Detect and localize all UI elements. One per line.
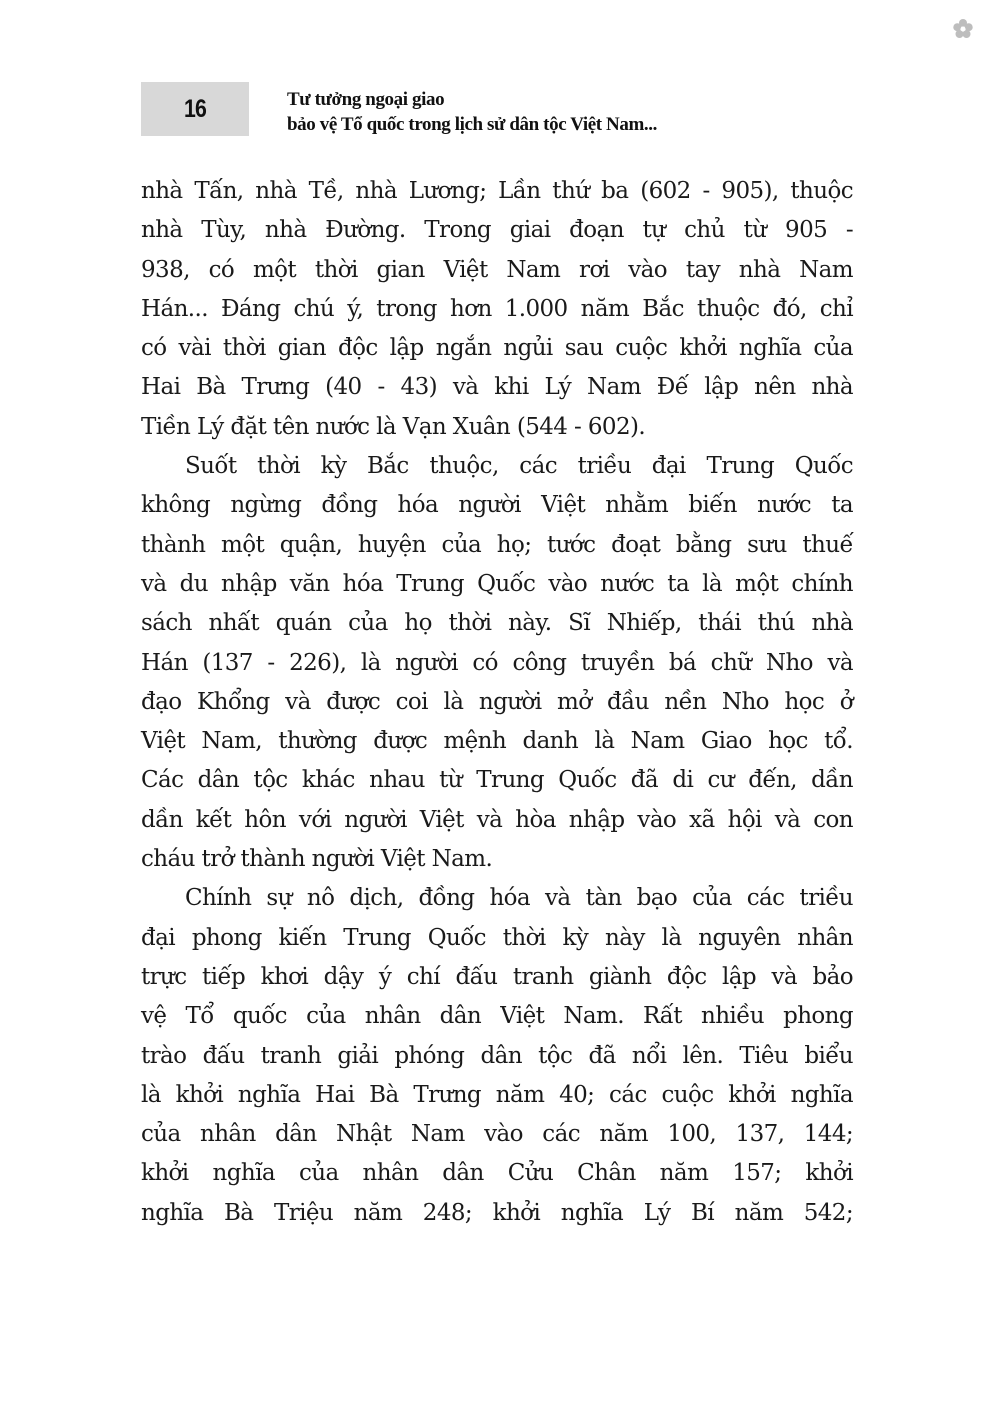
running-title <box>287 87 657 137</box>
flower-icon <box>952 18 974 40</box>
paragraph <box>141 879 853 1233</box>
text-line: vệ Tổ quốc của nhân dân Việt Nam. Rất nhiều phong <box>141 1003 853 1030</box>
text-line: nhà Tùy, nhà Đường. Trong giai đoạn tự chủ từ 905 - <box>141 217 853 244</box>
running-header <box>141 82 861 138</box>
text-line: Tiền Lý đặt tên nước là Vạn Xuân (544 - 602). <box>141 413 646 440</box>
text-line: 938, có một thời gian Việt Nam rơi vào tay nhà Nam <box>141 256 853 283</box>
text-line: nhà Tấn, nhà Tề, nhà Lương; Lần thứ ba (602 - 905), thuộc <box>141 178 853 204</box>
running-title-line-2: bảo vệ Tổ quốc trong lịch sử dân tộc Việt Nam... <box>287 114 657 135</box>
body-text <box>141 172 853 1233</box>
page-number-box <box>141 82 249 136</box>
text-line: có vài thời gian độc lập ngắn ngủi sau cuộc khởi nghĩa của <box>141 335 853 362</box>
text-line: Hai Bà Trưng (40 - 43) và khi Lý Nam Đế lập nên nhà <box>141 374 853 401</box>
text-line: và du nhập văn hóa Trung Quốc vào nước ta là một chính <box>141 570 853 597</box>
text-line: khởi nghĩa của nhân dân Cửu Chân năm 157; khởi <box>141 1160 853 1187</box>
text-line: của nhân dân Nhật Nam vào các năm 100, 137, 144; <box>141 1121 853 1148</box>
text-line: trào đấu tranh giải phóng dân tộc đã nổi lên. Tiêu biểu <box>141 1042 853 1069</box>
page-number: 16 <box>184 95 206 123</box>
text-line: cháu trở thành người Việt Nam. <box>141 846 493 873</box>
paragraph <box>141 447 853 879</box>
text-line: Hán (137 - 226), là người có công truyền bá chữ Nho và <box>141 649 853 676</box>
text-line: Việt Nam, thường được mệnh danh là Nam Giao học tổ. <box>141 728 853 755</box>
text-line: Suốt thời kỳ Bắc thuộc, các triều đại Trung Quốc <box>185 453 853 480</box>
text-line: đại phong kiến Trung Quốc thời kỳ này là nguyên nhân <box>141 924 853 951</box>
text-line: là khởi nghĩa Hai Bà Trưng năm 40; các cuộc khởi nghĩa <box>141 1081 853 1108</box>
text-line: Chính sự nô dịch, đồng hóa và tàn bạo của các triều <box>185 885 853 912</box>
text-line: sách nhất quán của họ thời này. Sĩ Nhiếp, thái thú nhà <box>141 610 853 637</box>
text-line: trực tiếp khơi dậy ý chí đấu tranh giành độc lập và bảo <box>141 963 853 990</box>
text-line: Các dân tộc khác nhau từ Trung Quốc đã di cư đến, dần <box>141 767 853 794</box>
text-line: dần kết hôn với người Việt và hòa nhập vào xã hội và con <box>141 806 853 833</box>
text-line: đạo Khổng và được coi là người mở đầu nền Nho học ở <box>141 688 853 715</box>
text-line: không ngừng đồng hóa người Việt nhằm biến nước ta <box>141 492 853 519</box>
text-line: Hán... Đáng chú ý, trong hơn 1.000 năm Bắc thuộc đó, chỉ <box>141 295 853 322</box>
running-title-line-1: Tư tưởng ngoại giao <box>287 89 445 110</box>
paragraph <box>141 172 853 447</box>
text-line: thành một quận, huyện của họ; tước đoạt bằng sưu thuế <box>141 531 853 558</box>
text-line: nghĩa Bà Triệu năm 248; khởi nghĩa Lý Bí năm 542; <box>141 1199 853 1226</box>
